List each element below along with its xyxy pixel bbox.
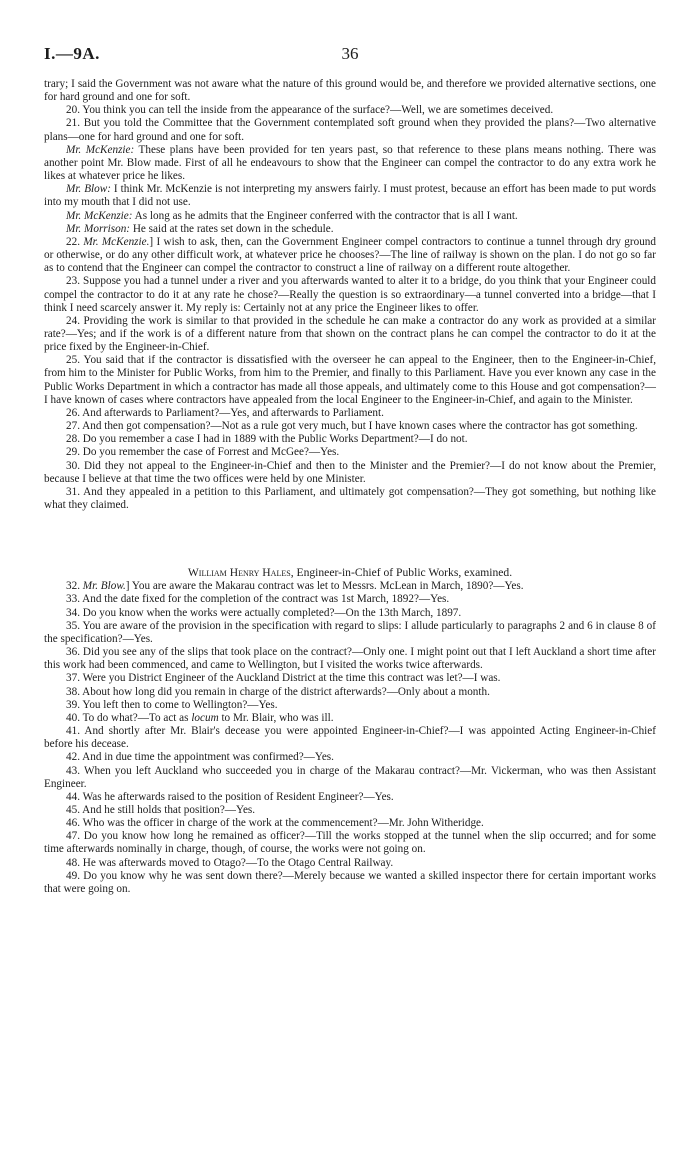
paragraph-text: 47. Do you know how long he remained as officer?—Till the works stopped at the tunnel when the slip occurred; and for some time afterwards nominally in charge, though, of course, the works were not going on. bbox=[44, 830, 656, 856]
speaker-or-emphasis: Mr. McKenzie: bbox=[66, 209, 133, 222]
speaker-or-emphasis: locum bbox=[191, 711, 219, 724]
evidence-paragraph bbox=[44, 433, 656, 446]
paragraph-text: 27. And then got compensation?—Not as a rule got very much, but I have known cases where the contractor has got something. bbox=[66, 420, 638, 433]
evidence-paragraph bbox=[44, 751, 656, 764]
paragraph-text: 38. About how long did you remain in charge of the district afterwards?—Only about a month. bbox=[66, 685, 490, 698]
evidence-paragraph bbox=[44, 236, 656, 275]
evidence-paragraph bbox=[44, 580, 656, 593]
paragraph-text: 40. To do what?—To act as bbox=[66, 711, 192, 724]
paragraph-text: 28. Do you remember a case I had in 1889 with the Public Works Department?—I do not. bbox=[66, 433, 468, 446]
paragraph-text: 33. And the date fixed for the completion of the contract was 1st March, 1892?—Yes. bbox=[66, 593, 450, 606]
evidence-paragraph bbox=[44, 686, 656, 699]
paragraph-text: I think Mr. McKenzie is not interpreting my answers fairly. I must protest, because an effort has been made to put words into my mouth that I did not use. bbox=[44, 183, 657, 209]
paragraph-text: 34. Do you know when the works were actually completed?—On the 13th March, 1897. bbox=[66, 606, 462, 619]
evidence-section-2 bbox=[44, 580, 656, 896]
evidence-paragraph bbox=[44, 712, 656, 725]
paragraph-text: 20. You think you can tell the inside from the appearance of the surface?—Well, we are sometimes deceived. bbox=[66, 104, 554, 117]
paragraph-text: 37. Were you District Engineer of the Auckland District at the time this contract was let?—I was. bbox=[66, 672, 501, 685]
section-gap bbox=[44, 512, 656, 566]
paragraph-text: 36. Did you see any of the slips that took place on the contract?—Only one. I might point out that I left Auckland a short time after this work had been commenced, and came to Wellington, but I visited the works twice afterwards. bbox=[44, 646, 656, 672]
speaker-or-emphasis: Mr. Blow. bbox=[82, 580, 126, 593]
paragraph-text: 23. Suppose you had a tunnel under a river and you afterwards wanted to alter it to a bridge, do you think that your Engineer could compel the contractor to do it at any rate he chose?—Really the question is so extraordinary—a tunnel converted into a bridge—that I think I need scarcely answer it. My reply is: Certainly not at any price the Engineer likes to offer. bbox=[44, 275, 656, 314]
paragraph-text: 24. Providing the work is similar to that provided in the schedule he can make a contractor do any work as provided at a similar rate?—Yes; and if the work is of a different nature from that shown on the contract plans he can compel the contractor to do it at the price fixed by the Engineer-in-Chief. bbox=[44, 314, 656, 354]
evidence-paragraph bbox=[44, 765, 656, 791]
paragraph-text: 31. And they appealed in a petition to this Parliament, and ultimately got compensation?—They got something, but nothing like what they claimed. bbox=[44, 485, 656, 511]
evidence-paragraph bbox=[44, 791, 656, 804]
evidence-paragraph bbox=[44, 460, 656, 486]
paragraph-text: 46. Who was the officer in charge of the work at the commencement?—Mr. John Witheridge. bbox=[66, 817, 484, 830]
evidence-paragraph bbox=[44, 672, 656, 685]
evidence-paragraph bbox=[44, 646, 656, 672]
evidence-paragraph bbox=[44, 117, 656, 143]
evidence-paragraph bbox=[44, 817, 656, 830]
evidence-paragraph bbox=[44, 699, 656, 712]
paragraph-text: 48. He was afterwards moved to Otago?—To the Otago Central Railway. bbox=[66, 856, 394, 869]
paragraph-text: These plans have been provided for ten years past, so that reference to these plans means nothing. There was another point Mr. Blow made. First of all he endeavours to show that the Engineer can compel the contractor to do any extra work he likes at whatever price he likes. bbox=[44, 143, 656, 183]
evidence-paragraph bbox=[44, 725, 656, 751]
evidence-paragraph bbox=[44, 210, 656, 223]
paragraph-text: 29. Do you remember the case of Forrest and McGee?—Yes. bbox=[66, 446, 340, 459]
evidence-paragraph bbox=[44, 78, 656, 104]
speaker-or-emphasis: Mr. Morrison: bbox=[66, 222, 131, 235]
evidence-paragraph bbox=[44, 830, 656, 856]
paragraph-text: trary; I said the Government was not aware what the nature of this ground would be, and therefore we provided alternative sections, one for hard ground and one for soft. bbox=[44, 78, 656, 104]
paragraph-text: 35. You are aware of the provision in the specification with regard to slips: I allude particularly to paragraphs 2 and 6 in clause 8 of the specification?—Yes. bbox=[44, 619, 656, 645]
paragraph-text: 41. And shortly after Mr. Blair's decease you were appointed Engineer-in-Chief?—I was appointed Acting Engineer-in-Chief before his decease. bbox=[44, 725, 656, 751]
paragraph-text: ] I wish to ask, then, can the Government Engineer compel contractors to continue a tunnel through dry ground or otherwise, or do any other difficult work, at whatever price he chooses?—The line of railway is shown on the plan. I do not go so far as to contend that the Engineer can compel the contractor to construct a line of railway on a different route altogether. bbox=[44, 235, 656, 275]
page-number: 36 bbox=[341, 44, 359, 63]
paragraph-text: 25. You said that if the contractor is dissatisfied with the overseer he can appeal to the Engineer, then to the Engineer-in-Chief, from him to the Minister for Public Works, from him to the Premier, and finally to this Parliament. Have you ever known any case in the Public Works Department in which a contractor has made all those appeals, and ultimately come to this House and got compensation?—I have known of cases where contractors have appealed from the local Engineer to the Engineer-in-Chief, and again to the Minister. bbox=[44, 354, 656, 406]
evidence-paragraph bbox=[44, 315, 656, 354]
evidence-paragraph bbox=[44, 407, 656, 420]
paragraph-text: 22. bbox=[66, 235, 84, 248]
paragraph-text: 45. And he still holds that position?—Yes. bbox=[66, 803, 256, 816]
paragraph-text: 42. And in due time the appointment was confirmed?—Yes. bbox=[66, 751, 334, 764]
evidence-paragraph bbox=[44, 593, 656, 606]
paragraph-text: He said at the rates set down in the schedule. bbox=[130, 222, 334, 235]
paragraph-text: 49. Do you know why he was sent down there?—Merely because we wanted a skilled inspector there for certain important works that were going on. bbox=[44, 869, 656, 895]
document-page bbox=[44, 44, 656, 896]
speaker-or-emphasis: Mr. Blow: bbox=[66, 183, 111, 196]
evidence-paragraph bbox=[44, 183, 656, 209]
paragraph-text: 21. But you told the Committee that the Government contemplated soft ground when they provided the plans?—Two alternative plans—one for hard ground and one for soft. bbox=[44, 117, 656, 143]
evidence-paragraph bbox=[44, 804, 656, 817]
speaker-or-emphasis: Mr. McKenzie: bbox=[66, 143, 135, 156]
witness-name: William Henry Hales bbox=[187, 566, 291, 580]
evidence-paragraph bbox=[44, 607, 656, 620]
paragraph-text: 32. bbox=[66, 580, 83, 593]
paragraph-text: ] You are aware the Makarau contract was let to Messrs. McLean in March, 1890?—Yes. bbox=[125, 580, 524, 593]
paragraph-text: 43. When you left Auckland who succeeded you in charge of the Makarau contract?—Mr. Vickerman, who was then Assistant Engineer. bbox=[44, 764, 656, 790]
evidence-paragraph bbox=[44, 144, 656, 183]
paragraph-text: to Mr. Blair, who was ill. bbox=[218, 711, 334, 724]
document-reference: I.—9A. bbox=[44, 44, 100, 63]
witness-heading bbox=[44, 566, 656, 579]
paragraph-text: 30. Did they not appeal to the Engineer-in-Chief and then to the Minister and the Premier?—I do not know about the Premier, because I believe at that time the two offices were held by one Minister. bbox=[44, 459, 656, 485]
paragraph-text: 26. And afterwards to Parliament?—Yes, and afterwards to Parliament. bbox=[66, 406, 384, 419]
evidence-body bbox=[44, 78, 656, 896]
paragraph-text: 39. You left then to come to Wellington?—Yes. bbox=[66, 698, 278, 711]
evidence-paragraph bbox=[44, 420, 656, 433]
paragraph-text: As long as he admits that the Engineer conferred with the contractor that is all I want. bbox=[132, 209, 518, 222]
evidence-paragraph bbox=[44, 446, 656, 459]
evidence-paragraph bbox=[44, 104, 656, 117]
speaker-or-emphasis: Mr. McKenzie. bbox=[83, 235, 150, 248]
evidence-paragraph bbox=[44, 857, 656, 870]
evidence-paragraph bbox=[44, 870, 656, 896]
page-header bbox=[44, 44, 656, 66]
witness-description: , Engineer-in-Chief of Public Works, examined. bbox=[290, 566, 513, 580]
evidence-paragraph bbox=[44, 223, 656, 236]
evidence-paragraph bbox=[44, 486, 656, 512]
evidence-paragraph bbox=[44, 354, 656, 407]
evidence-paragraph bbox=[44, 275, 656, 314]
evidence-section-1 bbox=[44, 78, 656, 512]
evidence-paragraph bbox=[44, 620, 656, 646]
paragraph-text: 44. Was he afterwards raised to the position of Resident Engineer?—Yes. bbox=[66, 790, 394, 803]
